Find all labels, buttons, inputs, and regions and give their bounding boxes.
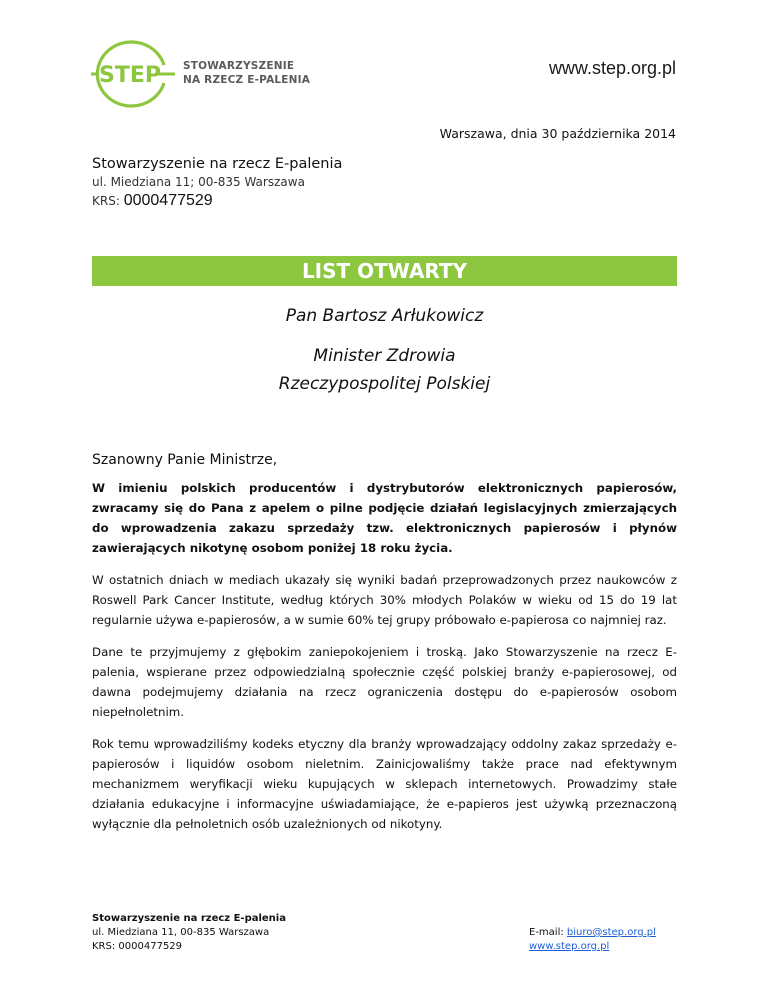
recipient-role-line1: Minister Zdrowia (313, 346, 456, 366)
sender-krs (92, 191, 342, 211)
step-logo (88, 40, 178, 108)
footer-email-link[interactable]: biuro@step.org.pl (566, 927, 656, 938)
sender-block (92, 154, 342, 211)
letter-body (92, 478, 677, 846)
footer-website-link[interactable]: www.step.org.pl (529, 941, 610, 952)
footer-street: ul. Miedziana 11, 00-835 Warszawa (92, 927, 270, 938)
krs-label: KRS: (92, 194, 120, 208)
paragraph: W ostatnich dniach w mediach ukazały się wyniki badań przeprowadzonych przez naukowców z Roswell Park Cancer Institute, według których 30% młodych Polaków w wieku od 15 do 19 lat regularnie używa e-papierosów, a w sumie 60% tej grupy próbowało e-papierosa co najmniej raz. (92, 573, 677, 627)
footer-address (92, 912, 286, 954)
paragraph: Dane te przyjmujemy z głębokim zaniepokojeniem i troską. Jako Stowarzyszenie na rzecz E-palenia, wspierane przez odpowiedzialną społecznie część polskiej branży e-papierosowej, od dawna podejmujemy działania na rzecz ograniczenia dostępu do e-papierosów osobom niepełnoletnim. (92, 645, 677, 719)
footer-email-line (529, 926, 656, 940)
recipient-role-line2: Rzeczypospolitej Polskiej (278, 374, 491, 394)
footer-contact (529, 926, 656, 954)
sender-address: ul. Miedziana 11; 00-835 Warszawa (92, 175, 305, 189)
footer-krs: KRS: 0000477529 (92, 941, 183, 952)
recipient-name: Pan Bartosz Arłukowicz (285, 306, 484, 326)
greeting: Szanowny Panie Ministrze, (92, 452, 278, 468)
letter-title-banner: LIST OTWARTY (92, 256, 677, 286)
sender-name: Stowarzyszenie na rzecz E-palenia (92, 156, 343, 172)
logo-org-line1: STOWARZYSZENIE (183, 60, 295, 72)
paragraph: Rok temu wprowadziliśmy kodeks etyczny dla branży wprowadzający oddolny zakaz sprzedaży e-papierosów i liquidów osobom nieletnim. Zainicjowaliśmy także prace nad efektywnym mechanizmem weryfikacji wieku kupujących w sklepach internetowych. Prowadzimy stałe działania edukacyjne i informacyjne uświadamiające, że e-papieros jest używką przeznaczoną wyłącznie dla pełnoletnich osób uzależnionych od nikotyny. (92, 737, 677, 831)
logo-wordmark: STEP (98, 63, 162, 88)
logo-org-name (183, 59, 310, 87)
step-logo-mark (88, 40, 178, 108)
paragraph: W imieniu polskich producentów i dystrybutorów elektronicznych papierosów, zwracamy się do Pana z apelem o pilne podjęcie działań legislacyjnych zmierzających do wprowadzenia zakazu sprzedaży tzw. elektronicznych papierosów i płynów zawierających nikotynę osobom poniżej 18 roku życia. (92, 481, 677, 555)
footer-email-label: E-mail: (529, 927, 564, 938)
footer-org-name: Stowarzyszenie na rzecz E-palenia (92, 913, 286, 924)
logo-org-line2: NA RZECZ E-PALENIA (183, 74, 311, 86)
letter-date: Warszawa, dnia 30 października 2014 (439, 126, 676, 141)
krs-number: 0000477529 (123, 192, 213, 209)
header-website[interactable]: www.step.org.pl (548, 58, 676, 78)
